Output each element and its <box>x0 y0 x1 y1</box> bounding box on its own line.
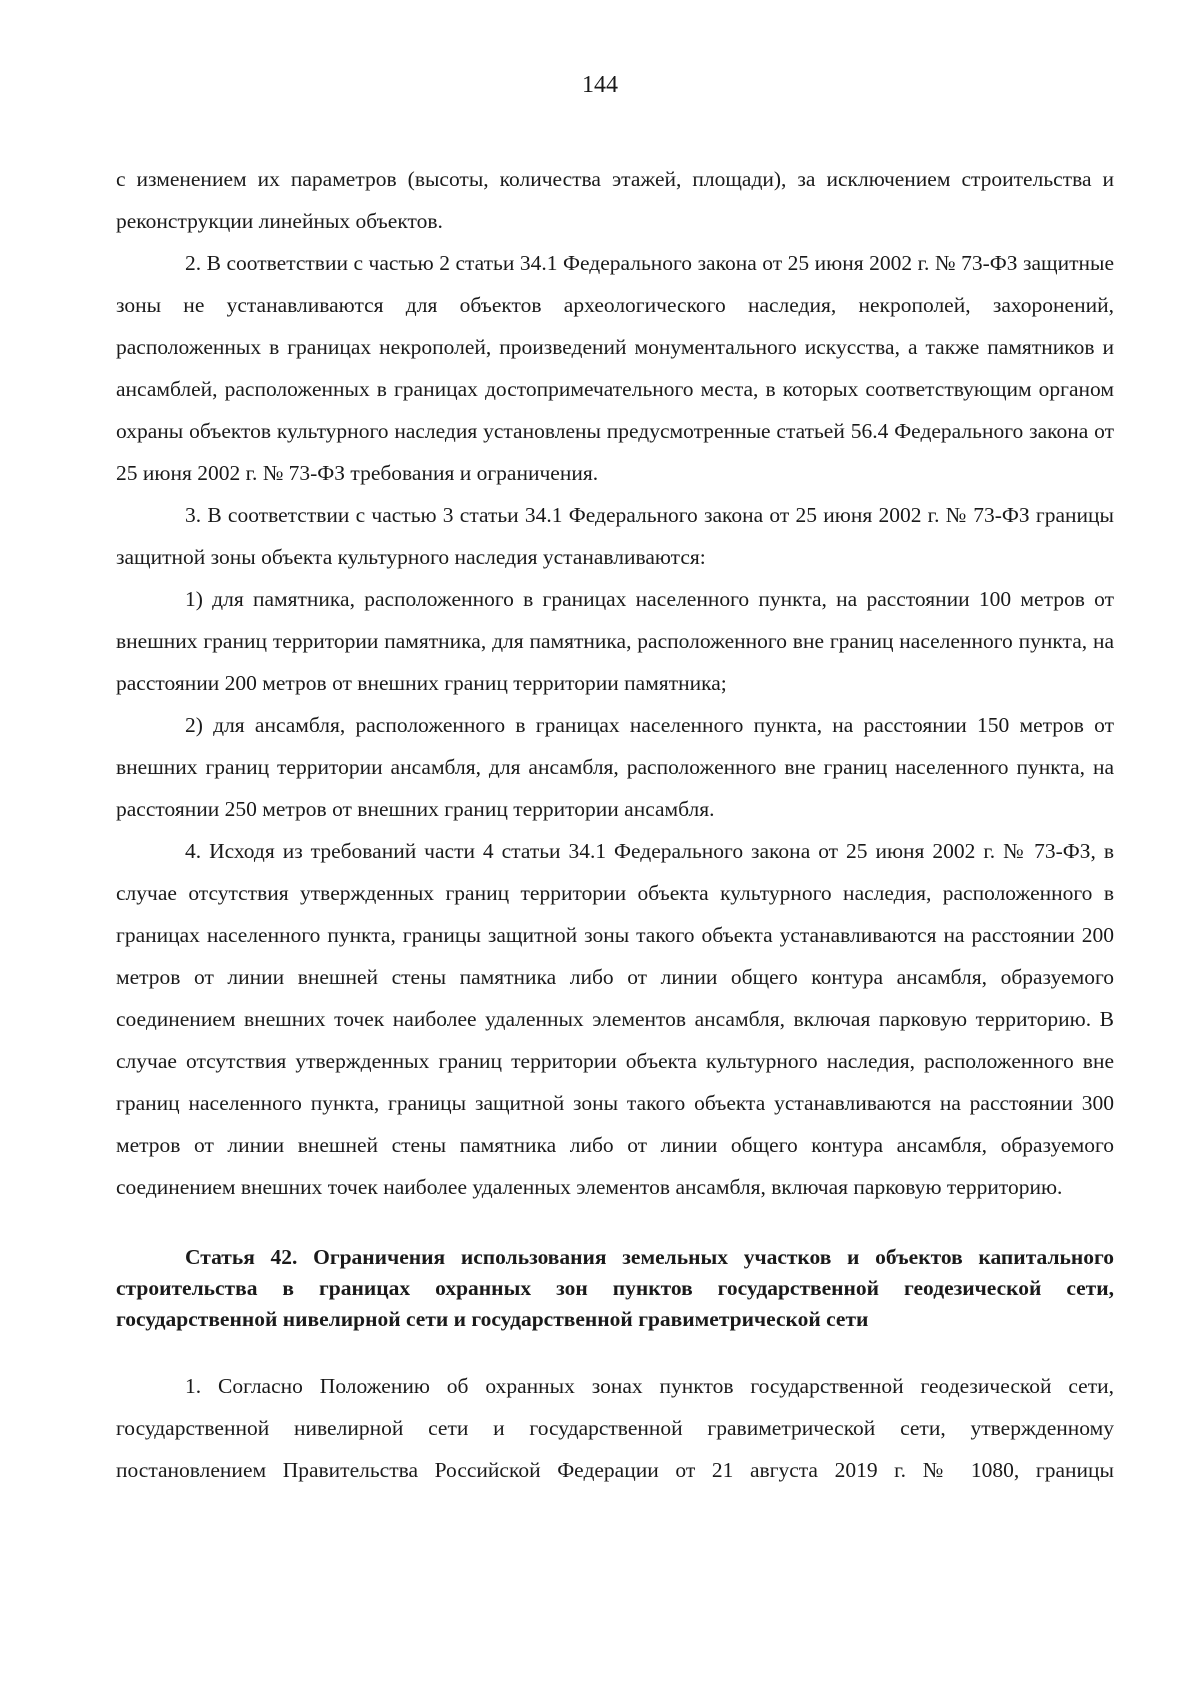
paragraph-2: 2. В соответствии с частью 2 статьи 34.1 Федерального закона от 25 июня 2002 г. № 73-ФЗ защитные зоны не устанавливаются для объектов археологического наследия, некрополей, захоронений, расположенных в границах некрополей, произведений монументального искусства, а также памятников и ансамблей, расположенных в границах достопримечательного места, в которых соответствующим органом охраны объектов культурного наследия установлены предусмотренные статьей 56.4 Федерального закона от 25 июня 2002 г. № 73-ФЗ требования и ограничения. <box>116 251 1114 485</box>
page-number: 144 <box>582 72 618 98</box>
article-42-heading: Статья 42. Ограничения использования земельных участков и объектов капитального строительства в границах охранных зон пунктов государственной геодезической сети, государственной нивелирной сети и государственной гравиметрической сети <box>116 1245 1114 1331</box>
document-body <box>116 158 1114 1491</box>
article-42-paragraph-1: 1. Согласно Положению об охранных зонах пунктов государственной геодезической сети, государственной нивелирной сети и государственной гравиметрической сети, утвержденному постановлением Правительства Российской Федерации от 21 августа 2019 г. № 1080, границы <box>116 1374 1114 1482</box>
paragraph-4: 4. Исходя из требований части 4 статьи 34.1 Федерального закона от 25 июня 2002 г. № 73-ФЗ, в случае отсутствия утвержденных границ территории объекта культурного наследия, расположенного в границах населенного пункта, границы защитной зоны такого объекта устанавливаются на расстоянии 200 метров от линии внешней стены памятника либо от линии общего контура ансамбля, образуемого соединением внешних точек наиболее удаленных элементов ансамбля, включая парковую территорию. В случае отсутствия утвержденных границ территории объекта культурного наследия, расположенного вне границ населенного пункта, границы защитной зоны такого объекта устанавливаются на расстоянии 300 метров от линии внешней стены памятника либо от линии общего контура ансамбля, образуемого соединением внешних точек наиболее удаленных элементов ансамбля, включая парковую территорию. <box>116 839 1114 1199</box>
paragraph-3-item-2: 2) для ансамбля, расположенного в границах населенного пункта, на расстоянии 150 метров от внешних границ территории ансамбля, для ансамбля, расположенного вне границ населенного пункта, на расстоянии 250 метров от внешних границ территории ансамбля. <box>116 713 1114 821</box>
paragraph-3: 3. В соответствии с частью 3 статьи 34.1 Федерального закона от 25 июня 2002 г. № 73-ФЗ границы защитной зоны объекта культурного наследия устанавливаются: <box>116 503 1114 569</box>
paragraph-continuation: с изменением их параметров (высоты, количества этажей, площади), за исключением строительства и реконструкции линейных объектов. <box>116 167 1114 233</box>
paragraph-3-item-1: 1) для памятника, расположенного в границах населенного пункта, на расстоянии 100 метров от внешних границ территории памятника, для памятника, расположенного вне границ населенного пункта, на расстоянии 200 метров от внешних границ территории памятника; <box>116 587 1114 695</box>
